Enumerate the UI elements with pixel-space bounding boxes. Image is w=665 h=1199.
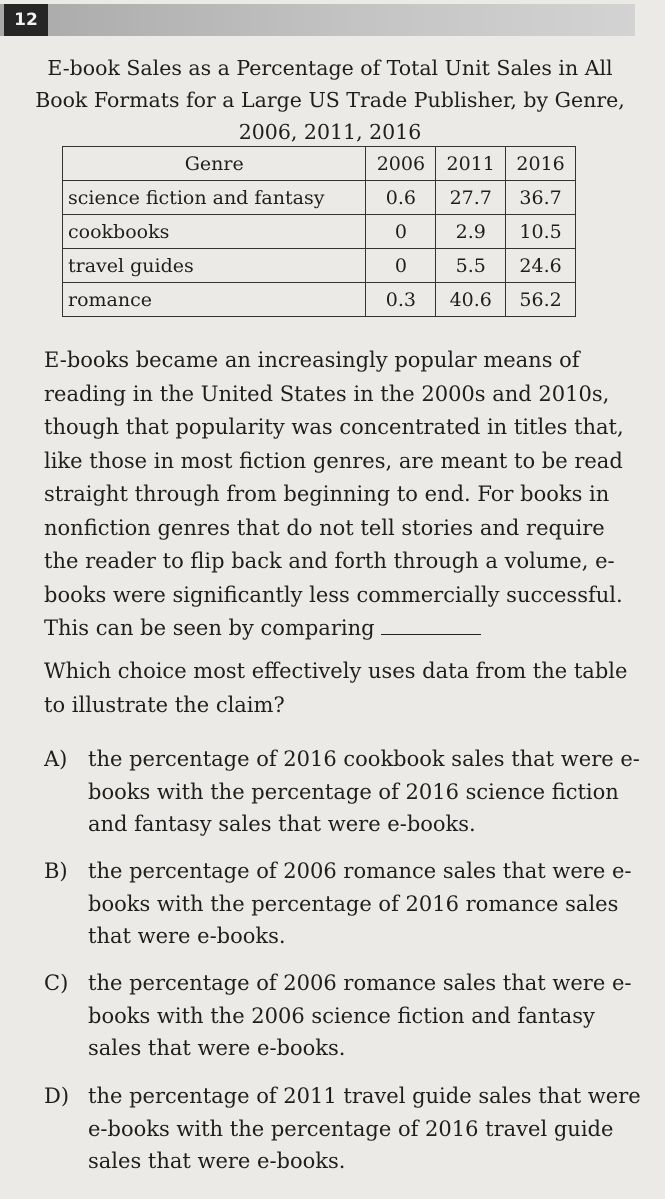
choice-text: the percentage of 2011 travel guide sales that were e-books with the percentage of 2016 travel guide sales that were e-books. bbox=[88, 1084, 641, 1173]
table-cell: 24.6 bbox=[506, 249, 576, 283]
choice-text: the percentage of 2016 cookbook sales that were e-books with the percentage of 2016 science fiction and fantasy sales that were e-books. bbox=[88, 747, 640, 836]
question-number: 12 bbox=[4, 4, 48, 36]
table-cell: cookbooks bbox=[63, 215, 366, 249]
table-cell: 0.3 bbox=[366, 283, 436, 317]
question-header-bar bbox=[0, 4, 635, 36]
choice-letter: A) bbox=[44, 747, 68, 771]
choice-text: the percentage of 2006 romance sales that were e-books with the 2006 science fiction and fantasy sales that were e-books. bbox=[88, 971, 632, 1060]
choice-b[interactable] bbox=[44, 855, 644, 953]
table-cell: 40.6 bbox=[436, 283, 506, 317]
table-cell: 36.7 bbox=[506, 181, 576, 215]
table-cell: romance bbox=[63, 283, 366, 317]
choice-c[interactable] bbox=[44, 967, 644, 1065]
table-header-row bbox=[63, 147, 576, 181]
column-header-2016: 2016 bbox=[506, 147, 576, 181]
table-cell: 0 bbox=[366, 249, 436, 283]
table-row bbox=[63, 283, 576, 317]
choice-letter: C) bbox=[44, 971, 69, 995]
choice-letter: D) bbox=[44, 1084, 70, 1108]
table-cell: 10.5 bbox=[506, 215, 576, 249]
answer-blank bbox=[381, 614, 481, 635]
table-row bbox=[63, 215, 576, 249]
table-row bbox=[63, 249, 576, 283]
choice-d[interactable] bbox=[44, 1080, 644, 1178]
table-cell: science fiction and fantasy bbox=[63, 181, 366, 215]
table-title: E-book Sales as a Percentage of Total Unit Sales in All Book Formats for a Large US Trade Publisher, by Genre, 2006, 2011, 2016 bbox=[35, 56, 625, 144]
table-cell: 0.6 bbox=[366, 181, 436, 215]
table-cell: 27.7 bbox=[436, 181, 506, 215]
table-cell: travel guides bbox=[63, 249, 366, 283]
table-cell: 0 bbox=[366, 215, 436, 249]
column-header-2011: 2011 bbox=[436, 147, 506, 181]
table-cell: 56.2 bbox=[506, 283, 576, 317]
passage bbox=[44, 344, 644, 646]
table-cell: 2.9 bbox=[436, 215, 506, 249]
column-header-genre: Genre bbox=[63, 147, 366, 181]
table-cell: 5.5 bbox=[436, 249, 506, 283]
table-row bbox=[63, 181, 576, 215]
column-header-2006: 2006 bbox=[366, 147, 436, 181]
choice-letter: B) bbox=[44, 859, 68, 883]
passage-text: E-books became an increasingly popular means of reading in the United States in the 2000s and 2010s, though that popularity was concentrated in titles that, like those in most fiction genres, are meant to be read straight through from beginning to end. For books in nonfiction genres that do not tell stories and require the reader to flip back and forth through a volume, e-books were significantly less commercially successful. This can be seen by comparing bbox=[44, 348, 624, 640]
question-prompt: Which choice most effectively uses data from the table to illustrate the claim? bbox=[44, 659, 628, 717]
choice-text: the percentage of 2006 romance sales that were e-books with the percentage of 2016 romance sales that were e-books. bbox=[88, 859, 632, 948]
sales-table bbox=[62, 146, 576, 317]
choice-a[interactable] bbox=[44, 743, 644, 841]
